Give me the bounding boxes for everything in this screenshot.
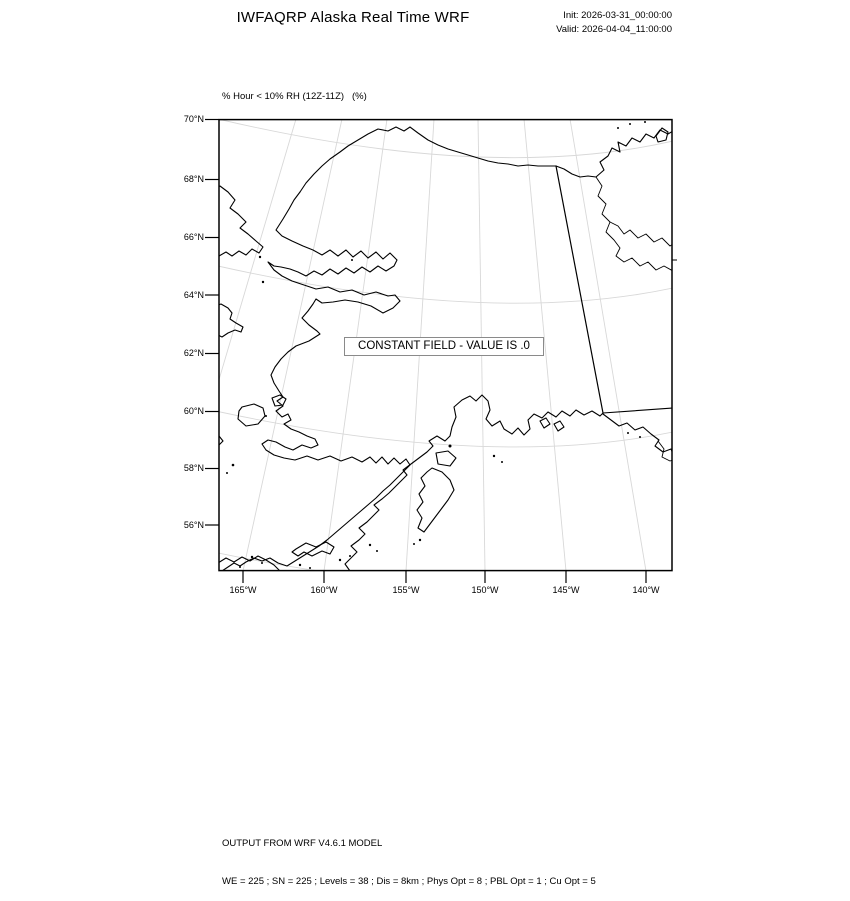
river-line: [610, 222, 673, 246]
timestamp-block: [556, 9, 672, 37]
nunivak-island: [238, 404, 265, 426]
lon-tick-label: 155°W: [392, 585, 420, 595]
south-coast: [345, 395, 673, 571]
lat-tick-label: 64°N: [183, 290, 204, 300]
island-outline: [540, 418, 550, 428]
afognak-island: [436, 451, 456, 466]
lat-tick-label: 62°N: [183, 348, 204, 358]
lon-tick-label: 150°W: [471, 585, 499, 595]
nelson-island: [272, 395, 286, 406]
model-info-line2: WE = 225 ; SN = 225 ; Levels = 38 ; Dis = 8km ; Phys Opt = 8 ; PBL Opt = 1 ; Cu Opt = 5: [222, 875, 596, 887]
lon-tick-label: 140°W: [632, 585, 660, 595]
island-outline: [213, 436, 223, 446]
chukotka-coast: [213, 304, 243, 337]
alaska-canada-border: [556, 166, 603, 413]
island-outline: [656, 128, 668, 142]
model-info-line1: OUTPUT FROM WRF V4.6.1 MODEL: [222, 838, 383, 849]
arctic-coast: [300, 127, 673, 192]
init-timestamp: Init: 2026-03-31_00:00:00: [563, 10, 672, 21]
chukotka-coast: [213, 186, 263, 256]
west-coast: [222, 192, 410, 571]
lon-tick-label: 165°W: [229, 585, 257, 595]
lat-tick-label: 66°N: [183, 232, 204, 242]
kodiak-island: [417, 468, 454, 532]
lon-tick-label: 145°W: [552, 585, 580, 595]
lat-tick-label: 70°N: [183, 114, 204, 124]
page-title: IWFAQRP Alaska Real Time WRF: [236, 9, 470, 26]
lat-tick-label: 58°N: [183, 463, 204, 473]
lat-tick-label: 68°N: [183, 174, 204, 184]
island-outline: [554, 421, 564, 431]
field-label: % Hour < 10% RH (12Z-11Z) (%): [222, 91, 367, 102]
lon-tick-label: 160°W: [310, 585, 338, 595]
river-line: [596, 177, 673, 271]
lat-tick-label: 56°N: [183, 520, 204, 530]
lat-tick-label: 60°N: [183, 406, 204, 416]
constant-field-annotation: CONSTANT FIELD - VALUE IS .0: [344, 337, 544, 356]
valid-timestamp: Valid: 2026-04-04_11:00:00: [556, 24, 672, 35]
model-info-block: [222, 813, 596, 901]
